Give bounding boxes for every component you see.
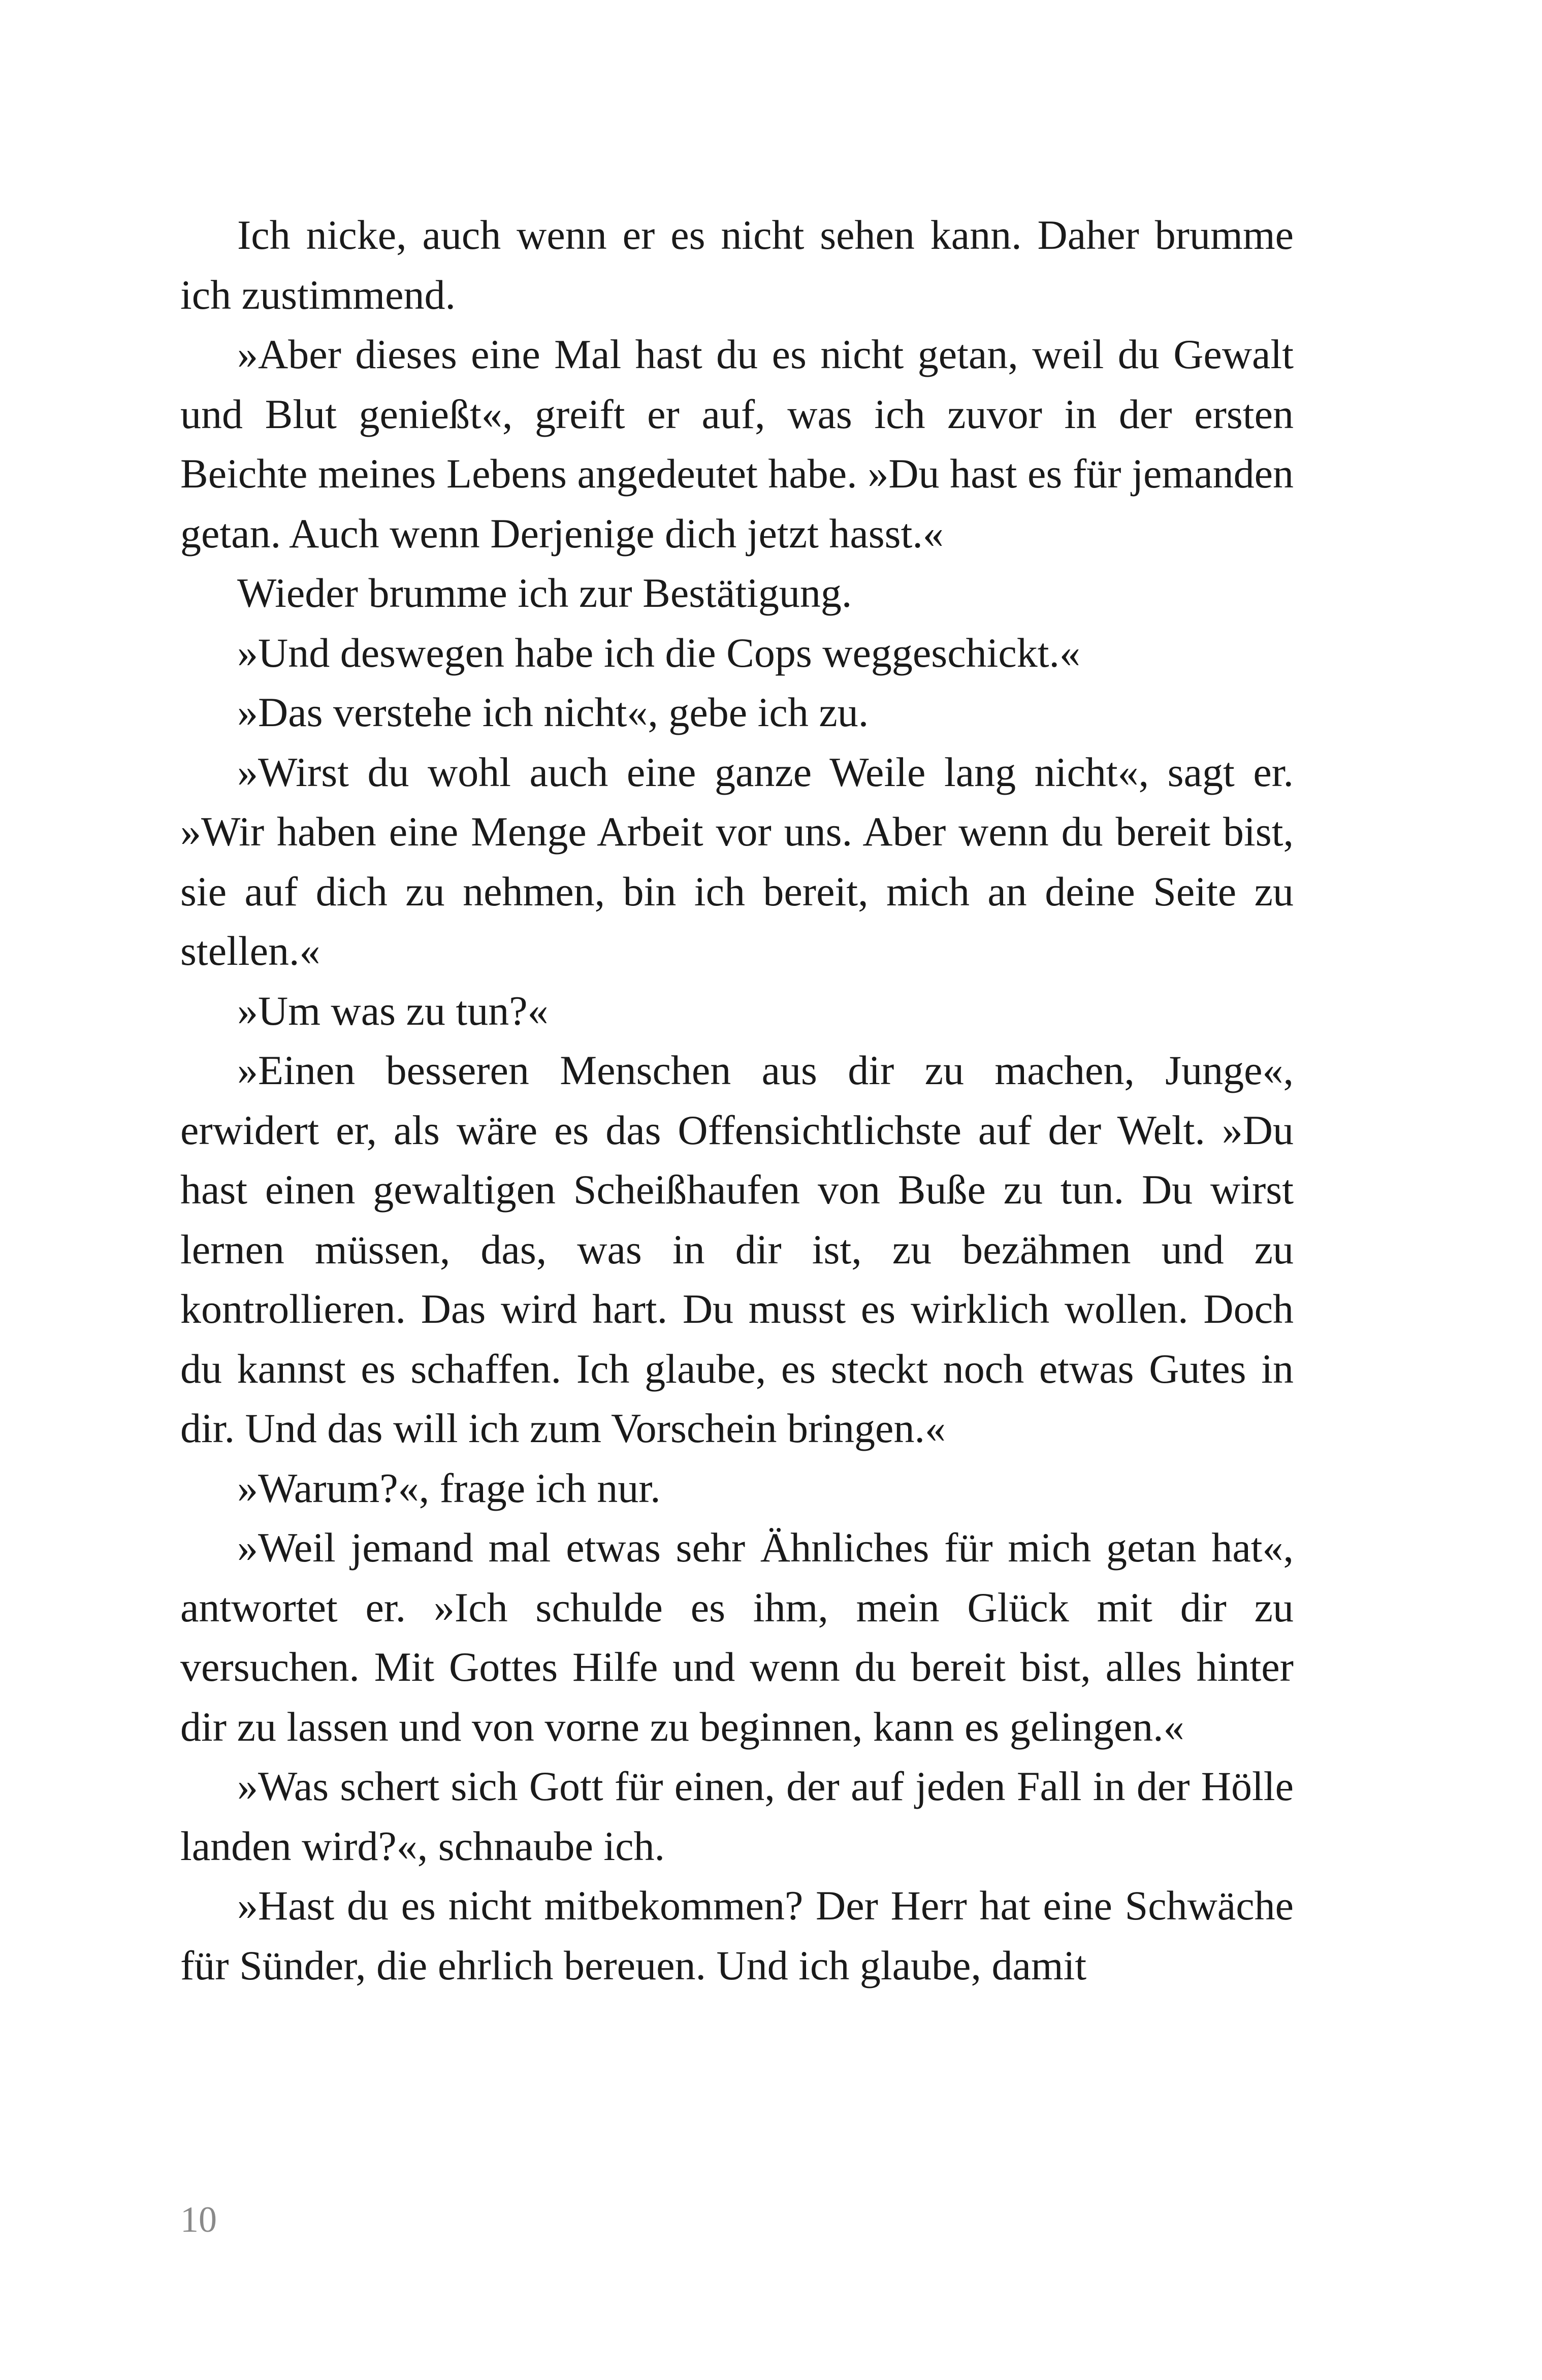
paragraph-2: »Aber dieses eine Mal hast du es nicht getan, weil du Gewalt und Blut genießt«, greift er auf, was ich zuvor in der ersten Beichte meines Lebens angedeutet habe. »Du hast es für jemanden getan. Auch wenn Derjenige dich jetzt hasst.«: [180, 331, 1294, 557]
paragraph-5: »Das verstehe ich nicht«, gebe ich zu.: [237, 689, 869, 735]
body-text: [180, 205, 1294, 1995]
paragraph-12: »Hast du es nicht mitbekommen? Der Herr hat eine Schwäche für Sünder, die ehrlich bereuen. Und ich glaube, damit: [180, 1882, 1294, 1988]
paragraph-4: »Und deswegen habe ich die Cops weggeschickt.«: [237, 629, 1081, 676]
page-number: 10: [180, 2199, 217, 2240]
paragraph-3: Wieder brumme ich zur Bestätigung.: [237, 570, 852, 616]
paragraph-1: Ich nicke, auch wenn er es nicht sehen kann. Daher brumme ich zustimmend.: [180, 212, 1294, 318]
paragraph-6: »Wirst du wohl auch eine ganze Weile lang nicht«, sagt er. »Wir haben eine Menge Arbeit vor uns. Aber wenn du bereit bist, sie auf dich zu nehmen, bin ich bereit, mich an deine Seite zu stellen.«: [180, 748, 1294, 974]
paragraph-7: »Um was zu tun?«: [237, 987, 549, 1034]
paragraph-10: »Weil jemand mal etwas sehr Ähnliches für mich getan hat«, antwortet er. »Ich schulde es ihm, mein Glück mit dir zu versuchen. Mit Gottes Hilfe und wenn du bereit bist, alles hinter dir zu lassen und von vorne zu beginnen, kann es gelingen.«: [180, 1524, 1294, 1750]
paragraph-9: »Warum?«, frage ich nur.: [237, 1464, 661, 1511]
paragraph-8: »Einen besseren Menschen aus dir zu machen, Junge«, erwidert er, als wäre es das Offensichtlichste auf der Welt. »Du hast einen gewaltigen Scheißhaufen von Buße zu tun. Du wirst lernen müssen, das, was in dir ist, zu bezähmen und zu kontrollieren. Das wird hart. Du musst es wirklich wollen. Doch du kannst es schaffen. Ich glaube, es steckt noch etwas Gutes in dir. Und das will ich zum Vorschein bringen.«: [180, 1047, 1294, 1451]
paragraph-11: »Was schert sich Gott für einen, der auf jeden Fall in der Hölle landen wird?«, schnaube ich.: [180, 1763, 1294, 1869]
